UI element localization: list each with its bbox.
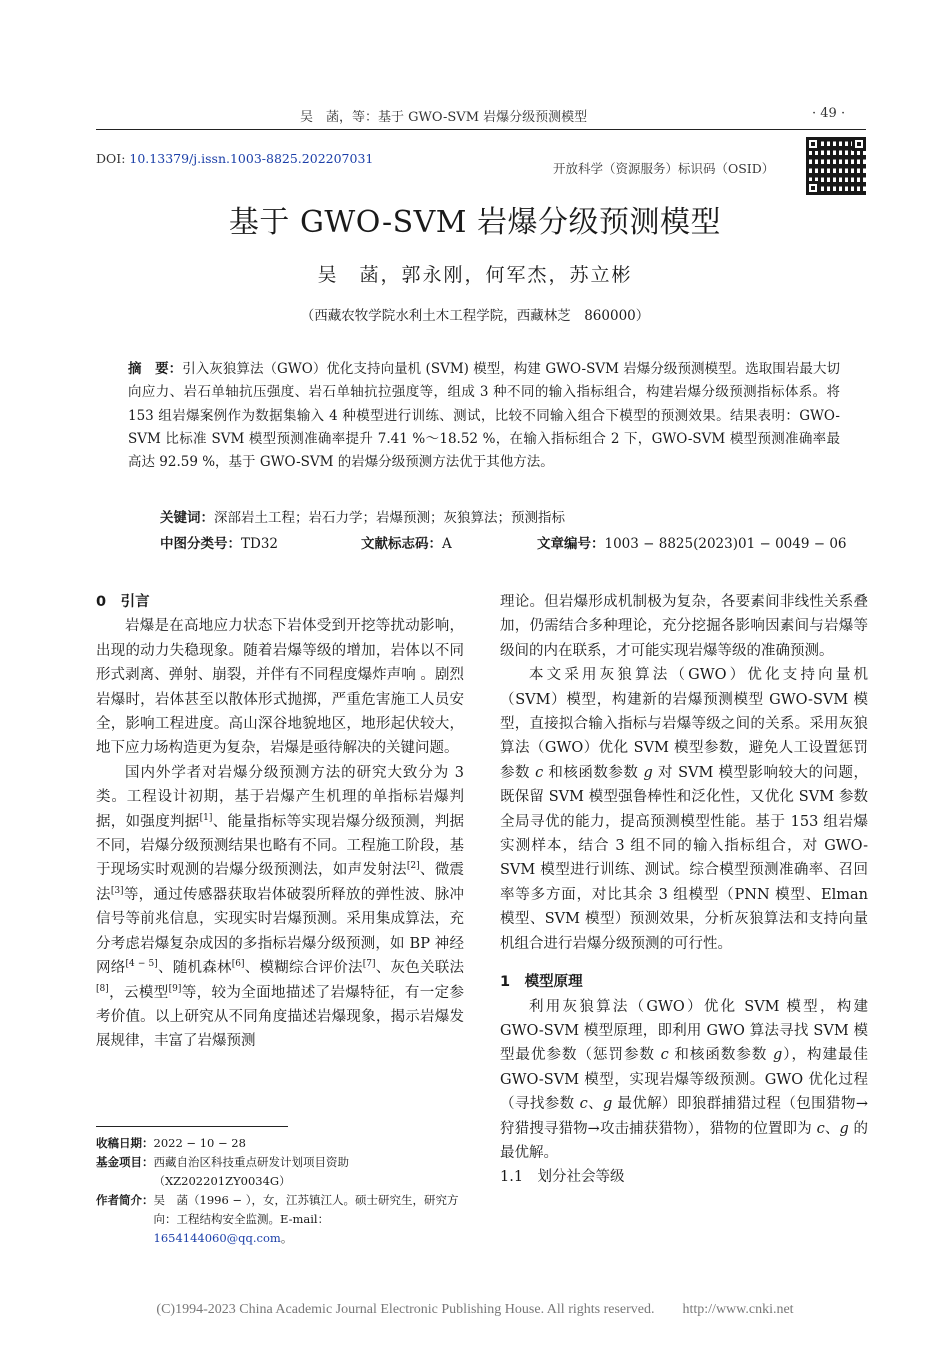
text-run: ，云模型 — [108, 984, 169, 1001]
intro-paragraph-1: 岩爆是在高地应力状态下岩体受到开挖等扰动影响，出现的动力失稳现象。随着岩爆等级的增加，岩体以不同形式剥离、弹射、崩裂，并伴有不同程度爆炸声响 。剧烈岩爆时，岩体甚至以散体形式抛掷，严重危害施工人员安全，影响工程进度。高山深谷地貌地区，地形起伏较大，地下应力场构造更为复杂，岩爆是亟待解决的关键问题。 — [96, 618, 464, 757]
keywords-label: 关键词： — [160, 510, 214, 526]
fund-label: 基金项目： — [96, 1155, 154, 1169]
abstract — [128, 358, 840, 474]
affiliation: （西藏农牧学院水利土木工程学院，西藏林芝 860000） — [300, 308, 650, 324]
keywords — [160, 506, 565, 526]
author-bio — [96, 1191, 464, 1248]
citation-ref[interactable]: [1] — [199, 812, 213, 823]
author-bio-value: 吴 菡（1996 − ），女，江苏镇江人。硕士研究生，研究方向：工程结构安全监测。E-mail： — [153, 1193, 459, 1226]
right-column — [500, 590, 868, 1190]
symbol-g: g — [643, 764, 653, 781]
symbol-g: g — [839, 1120, 849, 1137]
section-0-heading: 0 引言 — [96, 594, 150, 610]
osid-label: 开放科学（资源服务）标识码（OSID） — [553, 161, 775, 176]
text-run: 等，通过传感器获取岩体破裂所释放的弹性波、脉冲信号等前兆信息，实现实时岩爆预测。采用集成算法，充分考虑岩爆复杂成因的多指标岩爆分级预测，如 BP 神经网络 — [96, 886, 465, 977]
document-code-label: 文献标志码： — [361, 536, 442, 552]
model-principle-paragraph — [500, 995, 868, 1166]
citation-ref[interactable]: [6] — [231, 959, 245, 970]
citation-ref[interactable]: [3] — [110, 886, 124, 897]
abstract-text: 引入灰狼算法（GWO）优化支持向量机 (SVM) 模型，构建 GWO-SVM 岩爆分级预测模型。选取围岩最大切向应力、岩石单轴抗压强度、岩石单轴抗拉强度等，组成 3 种不同的输入指标组合，构建岩爆分级预测指标体系。将 153 组岩爆案例作为数据集输入 4 种模型进行训练、测试，比较不同输入组合下模型的预测效果。结果表明：GWO-SVM 比标准 SVM 模型预测准确率提升 7.41 %～18.52 %，在输入指标组合 2 下，GWO-SVM 模型预测准确率最高达 92.59 %，基于 GWO-SVM 的岩爆分级预测方法优于其他方法。 — [128, 361, 840, 471]
intro-paragraph-2 — [96, 761, 464, 1054]
section-1-1-heading: 1.1 划分社会等级 — [500, 1169, 625, 1186]
text-run: 最优解）即狼群捕猎过程（包围猎物→狩猎搜寻猎物→攻击捕获猎物），猎物的位置即为 — [500, 1096, 869, 1137]
fund-value: 西藏自治区科技重点研发计划项目资助（XZ202201ZY0034G） — [153, 1155, 349, 1188]
left-column — [96, 590, 464, 1054]
clc-value: TD32 — [241, 536, 279, 552]
clc-label: 中图分类号： — [160, 536, 241, 552]
text-run: 、微震法 — [96, 862, 464, 903]
section-1-heading: 1 模型原理 — [500, 974, 583, 991]
doi-label: DOI: — [96, 151, 130, 166]
intro-paragraph-2-continued: 理论。但岩爆形成机制极为复杂，各要素间非线性关系叠加，仍需结合多种理论，充分挖掘各影响因素间与岩爆等级间的内在联系，才可能实现岩爆等级的准确预测。 — [500, 594, 868, 659]
text-run: 、 — [824, 1120, 840, 1137]
abstract-label: 摘 要： — [128, 361, 183, 377]
document-code-value: A — [442, 536, 452, 552]
citation-ref[interactable]: [4 − 5] — [125, 959, 158, 970]
citation-ref[interactable]: [7] — [362, 959, 376, 970]
text-run: 本文采用灰狼算法（GWO）优化支持向量机（SVM）模型，构建新的岩爆预测模型 GWO-SVM 模型，直接拟合输入指标与岩爆等级之间的关系。采用灰狼算法（GWO）优化 SVM 模型参数，避免人工设置惩罚参数 — [500, 667, 868, 781]
symbol-c: c — [660, 1047, 669, 1064]
text-run: 国内外学者对岩爆分级预测方法的研究大致分为 3 类。工程设计初期，基于岩爆产生机理的单指标岩爆判据，如强度判据 — [96, 764, 464, 830]
fund-project — [96, 1153, 464, 1191]
text-run: 、灰色关联法 — [375, 960, 464, 977]
citation-ref[interactable]: [8] — [96, 983, 109, 994]
text-run: 、能量指标等实现岩爆分级预测，判据不同，岩爆分级预测结果也略有不同。工程施工阶段，基于现场实时观测的岩爆分级预测法，如声发射法 — [96, 813, 465, 879]
article-number-value: 1003 − 8825(2023)01 − 0049 − 06 — [604, 536, 847, 552]
citation-ref[interactable]: [2] — [406, 861, 420, 872]
footnotes — [96, 1134, 464, 1248]
symbol-c: c — [535, 764, 544, 781]
text-run: 和核函数参数 — [668, 1047, 773, 1064]
running-header-title: 吴 菡，等：基于 GWO-SVM 岩爆分级预测模型 — [300, 110, 588, 125]
copyright-footer: (C)1994-2023 China Academic Journal Electronic Publishing House. All rights reserved. http://www.cnki.net — [156, 1302, 794, 1317]
footnote-rule — [96, 1126, 288, 1127]
text-run: 的最优解。 — [500, 1120, 869, 1161]
article-number — [537, 532, 847, 552]
article-number-label: 文章编号： — [537, 536, 605, 552]
citation-ref[interactable]: [9] — [168, 983, 182, 994]
author-list: 吴 菡，郭永刚，何军杰，苏立彬 — [317, 264, 633, 286]
symbol-g: g — [603, 1096, 613, 1113]
doi-line — [96, 151, 373, 166]
document-code — [361, 532, 452, 552]
intro-paragraph-3 — [500, 663, 868, 956]
qr-finder-top-right — [852, 137, 866, 151]
doi-link[interactable]: 10.13379/j.issn.1003-8825.202207031 — [129, 151, 374, 166]
clc-number — [160, 532, 278, 552]
qr-finder-top-left — [806, 137, 820, 151]
paper-title: 基于 GWO-SVM 岩爆分级预测模型 — [228, 205, 722, 240]
text-run: 和核函数参数 — [543, 764, 644, 781]
received-date — [96, 1134, 464, 1153]
symbol-g: g — [772, 1047, 783, 1064]
text-run: 、随机森林 — [157, 960, 232, 977]
author-bio-text — [154, 1191, 465, 1248]
received-label: 收稿日期： — [96, 1136, 154, 1150]
qr-code-icon[interactable] — [806, 137, 866, 195]
text-run: 、模糊综合评价法 — [244, 960, 363, 977]
text-run: 利用灰狼算法（GWO）优化 SVM 模型，构建 GWO-SVM 模型原理，即利用 GWO 算法寻找 SVM 模型最优参数（惩罚参数 — [500, 998, 868, 1064]
author-bio-end: 。 — [280, 1231, 293, 1245]
text-run: 、 — [587, 1096, 604, 1113]
author-email-link[interactable]: 1654144060@qq.com — [153, 1231, 281, 1245]
text-run: 等，较为全面地描述了岩爆特征，有一定参考价值。以上研究从不同角度描述岩爆现象，揭示岩爆发展规律，丰富了岩爆预测 — [96, 984, 464, 1050]
symbol-c: c — [579, 1096, 588, 1113]
header-rule — [96, 129, 866, 130]
author-bio-label: 作者简介： — [96, 1193, 154, 1207]
page-number: · 49 · — [812, 106, 846, 121]
received-value: 2022 − 10 − 28 — [153, 1136, 246, 1150]
text-run: ），构建最佳 GWO-SVM 模型，实现岩爆等级预测。GWO 优化过程（寻找参数 — [500, 1047, 868, 1113]
symbol-c: c — [816, 1120, 825, 1137]
qr-finder-bottom-left — [806, 181, 820, 195]
keywords-text: 深部岩土工程；岩石力学；岩爆预测；灰狼算法；预测指标 — [214, 510, 565, 526]
text-run: 对 SVM 模型影响较大的问题，既保留 SVM 模型强鲁棒性和泛化性，又优化 SVM 参数全局寻优的能力，提高预测模型性能。基于 153 组岩爆实测样本，结合 3 组不同的输入指标组合，对 GWO-SVM 模型进行训练、测试。综合模型预测准确率、召回率等多方面，对比其余 3 组模型（PNN 模型、Elman 模型、SVM 模型）预测效果，分析灰狼算法和支持向量机组合进行岩爆分级预测的可行性。 — [500, 764, 869, 952]
